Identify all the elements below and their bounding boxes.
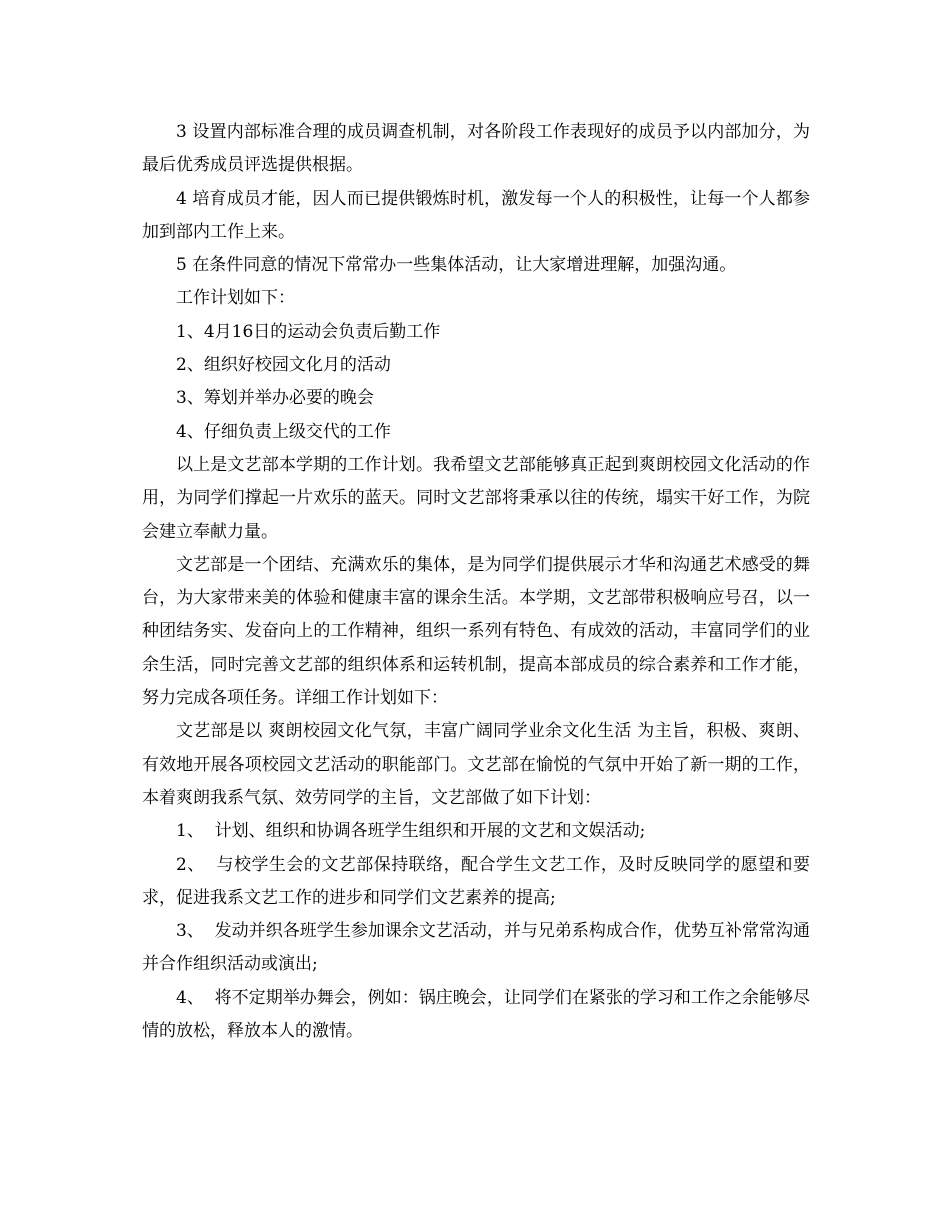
duty-item-3: 3、 发动并织各班学生参加课余文艺活动，并与兄弟系构成合作，优势互补常常沟通并合作组织活动或演出;	[142, 921, 810, 975]
paragraph-plan-heading: 工作计划如下：	[176, 288, 295, 309]
plan-item-4: 4、仔细负责上级交代的工作	[176, 421, 391, 442]
document-page	[142, 116, 810, 1048]
duty-item-2: 2、 与校学生会的文艺部保持联络，配合学生文艺工作，及时反映同学的愿望和要求，促进我系文艺工作的进步和同学们文艺素养的提高;	[142, 854, 810, 908]
paragraph-department-purpose: 文艺部是以 爽朗校园文化气氛，丰富广阔同学业余文化生活 为主旨，积极、爽朗、有效地开展各项校园文艺活动的职能部门。文艺部在愉悦的气氛中开始了新一期的工作，本着爽朗我系气氛、效劳同学的主旨，文艺部做了如下计划：	[142, 721, 810, 808]
plan-item-3: 3、筹划并举办必要的晚会	[176, 388, 374, 409]
plan-item-2: 2、组织好校园文化月的活动	[176, 355, 391, 376]
paragraph-group-activities: 5 在条件同意的情况下常常办一些集体活动，让大家增进理解，加强沟通。	[176, 255, 737, 276]
paragraph-member-evaluation: 3 设置内部标准合理的成员调查机制，对各阶段工作表现好的成员予以内部加分，为最后优秀成员评选提供根据。	[142, 122, 810, 176]
paragraph-member-training: 4 培育成员才能，因人而已提供锻炼时机，激发每一个人的积极性，让每一个人都参加到部内工作上来。	[142, 188, 810, 242]
duty-item-1: 1、 计划、组织和协调各班学生组织和开展的文艺和文娱活动;	[176, 821, 646, 842]
paragraph-summary: 以上是文艺部本学期的工作计划。我希望文艺部能够真正起到爽朗校园文化活动的作用，为同学们撑起一片欢乐的蓝天。同时文艺部将秉承以往的传统，塌实干好工作，为院会建立奉献力量。	[142, 454, 810, 542]
paragraph-department-intro: 文艺部是一个团结、充满欢乐的集体，是为同学们提供展示才华和沟通艺术感受的舞台，为大家带来美的体验和健康丰富的课余生活。本学期，文艺部带积极响应号召，以一种团结务实、发奋向上的工作精神，组织一系列有特色、有成效的活动，丰富同学们的业余生活，同时完善文艺部的组织体系和运转机制，提高本部成员的综合素养和工作才能，努力完成各项任务。详细工作计划如下：	[142, 554, 810, 709]
plan-item-1: 1、4月16日的运动会负责后勤工作	[176, 321, 441, 342]
duty-item-4: 4、 将不定期举办舞会，例如：锅庄晚会，让同学们在紧张的学习和工作之余能够尽情的放松，释放本人的激情。	[142, 987, 810, 1042]
